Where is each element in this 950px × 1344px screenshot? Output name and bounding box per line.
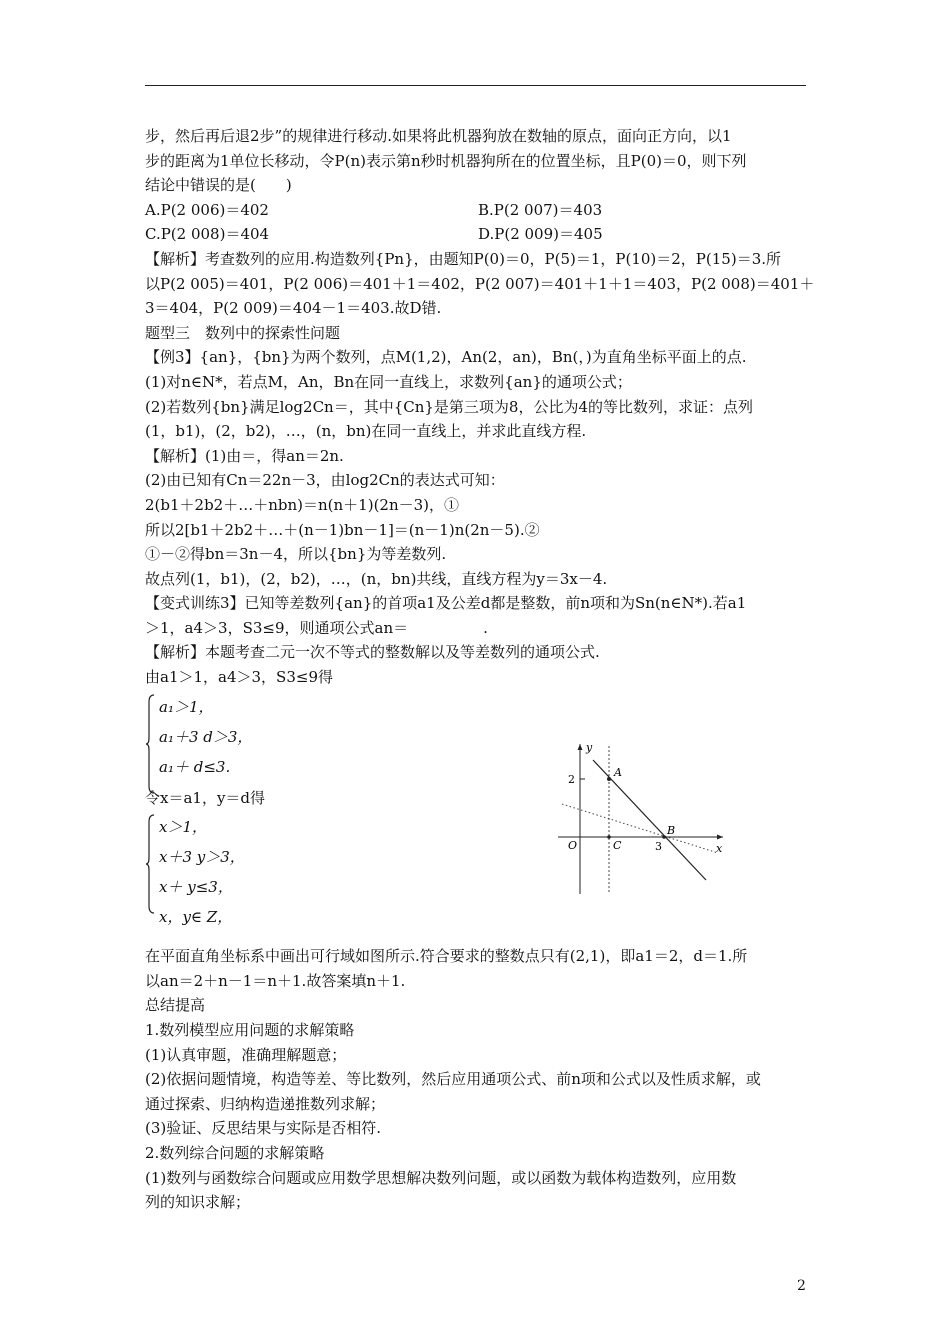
feasible-region-figure [558,740,728,896]
left-brace [145,814,155,914]
text-line: 步，然后再后退2步”的规律进行移动.如果将此机器狗放在数轴的原点，面向正方向，以1 [145,127,732,145]
text-line: 以an＝2＋n－1＝n＋1.故答案填n＋1. [145,971,406,990]
text-line: 【解析】考查数列的应用.构造数列{Pn}，由题知P(0)＝0，P(5)＝1，P(10)＝2，P(15)＝3.所 [145,249,782,268]
point-a-marker [607,777,611,781]
document-body [145,124,815,1215]
text-line: (2)依据问题情境，构造等差、等比数列，然后应用通项公式、前n项和公式以及性质求解，或 [145,1070,761,1089]
text-line: (1)数列与函数综合问题或应用数学思想解决数列问题，或以函数为载体构造数列，应用数 [145,1168,737,1187]
section-heading: 总结提高 [145,996,206,1015]
point-c-label: C [613,839,622,852]
y-axis-arrow [578,744,583,750]
inequality-row: x＋ y≤3， [159,878,233,897]
text-line: 2(b1＋2b2＋…＋nbn)＝n(n＋1)(2n－3)，① [145,495,460,514]
option-d: D.P(2 009)＝405 [478,225,603,244]
text-line: (2)若数列{bn}满足log2Cn＝，其中{Cn}是第三项为8，公比为4的等比数列，求证：点列 [145,397,754,416]
inequality-row: a₁＞1， [159,697,214,716]
text-line: 步的距离为1单位长移动，令P(n)表示第n秒时机器狗所在的位置坐标，且P(0)＝0，则下列 [145,151,747,170]
text-line: ＞1，a4＞3，S3≤9，则通项公式an＝ . [145,618,488,637]
option-c: C.P(2 008)＝404 [145,225,270,244]
header-rule [145,85,806,86]
text-line: (1)认真审题，准确理解题意； [145,1045,347,1064]
text-line: 以P(2 005)＝401，P(2 006)＝401＋1＝402，P(2 007)＝401＋1＋1＝403，P(2 008)＝401＋ [145,274,815,293]
text-line: (1)对n∈N*，若点M，An，Bn在同一直线上，求数列{an}的通项公式； [145,372,632,391]
options-row [145,198,810,223]
point-c-marker [607,835,611,839]
option-a: A.P(2 006)＝402 [145,200,269,219]
options-row [145,222,810,247]
text-line: 由a1＞1，a4＞3，S3≤9得 [145,668,333,687]
inequality-row: a₁＋ d≤3. [159,757,231,776]
text-line: (3)验证、反思结果与实际是否相符. [145,1119,382,1138]
text-line: 【解析】本题考查二元一次不等式的整数解以及等差数列的通项公式. [145,643,600,662]
tick-x3-label: 3 [655,840,662,853]
text-line: 通过探索、归纳构造递推数列求解； [145,1094,386,1113]
section-heading: 题型三 数列中的探索性问题 [145,323,341,342]
inequality-row: x＞1， [159,818,208,837]
text-line: 令x＝a1，y＝d得 [145,788,266,807]
inequality-row: x＋3 y＞3， [159,848,245,867]
point-b-label: B [667,824,676,837]
text-line: 3＝404，P(2 009)＝404－1＝403.故D错. [145,299,442,318]
text-line: 所以2[b1＋2b2＋…＋(n－1)bn－1]＝(n－1)n(2n－5).② [145,520,540,539]
inequality-row: x，y∈ Z， [159,908,233,927]
left-brace [145,694,155,794]
point-b-marker [662,835,666,839]
text-line: 【变式训练3】已知等差数列{an}的首项a1及公差d都是整数，前n项和为Sn(n∈N*).若a1 [145,594,747,613]
page-number: 2 [797,1278,806,1294]
line-x-plus-3y-equals-3 [562,804,718,853]
y-axis-label: y [586,741,593,754]
text-line: (1，b1)，(2，b2)，…，(n，bn)在同一直线上，并求此直线方程. [145,422,587,441]
text-line: 【例3】{an}，{bn}为两个数列，点M(1,2)，An(2，an)，Bn(，)为直角坐标平面上的点. [145,348,747,367]
x-axis-label: x [716,842,723,855]
text-line: (2)由已知有Cn＝22n－3，由log2Cn的表达式可知： [145,471,505,490]
text-line: 2.数列综合问题的求解策略 [145,1144,325,1162]
text-line: 在平面直角坐标系中画出可行域如图所示.符合要求的整数点只有(2,1)，即a1＝2，d＝1.所 [145,947,748,966]
tick-y2-label: 2 [568,773,575,786]
text-line: 1.数列模型应用问题的求解策略 [145,1021,355,1040]
text-line: ①－②得bn＝3n－4，所以{bn}为等差数列. [145,545,447,564]
option-b: B.P(2 007)＝403 [478,200,603,219]
inequality-row: a₁＋3 d＞3， [159,727,253,746]
x-axis-arrow [717,835,723,840]
text-line: 列的知识求解； [145,1193,251,1212]
point-a-label: A [614,766,622,779]
text-line: 故点列(1，b1)，(2，b2)，…，(n，bn)共线，直线方程为y＝3x－4. [145,569,608,588]
text-line: 【解析】(1)由＝，得an＝2n. [145,446,344,465]
text-line: 结论中错误的是( ) [145,176,292,195]
origin-label: O [568,839,578,852]
